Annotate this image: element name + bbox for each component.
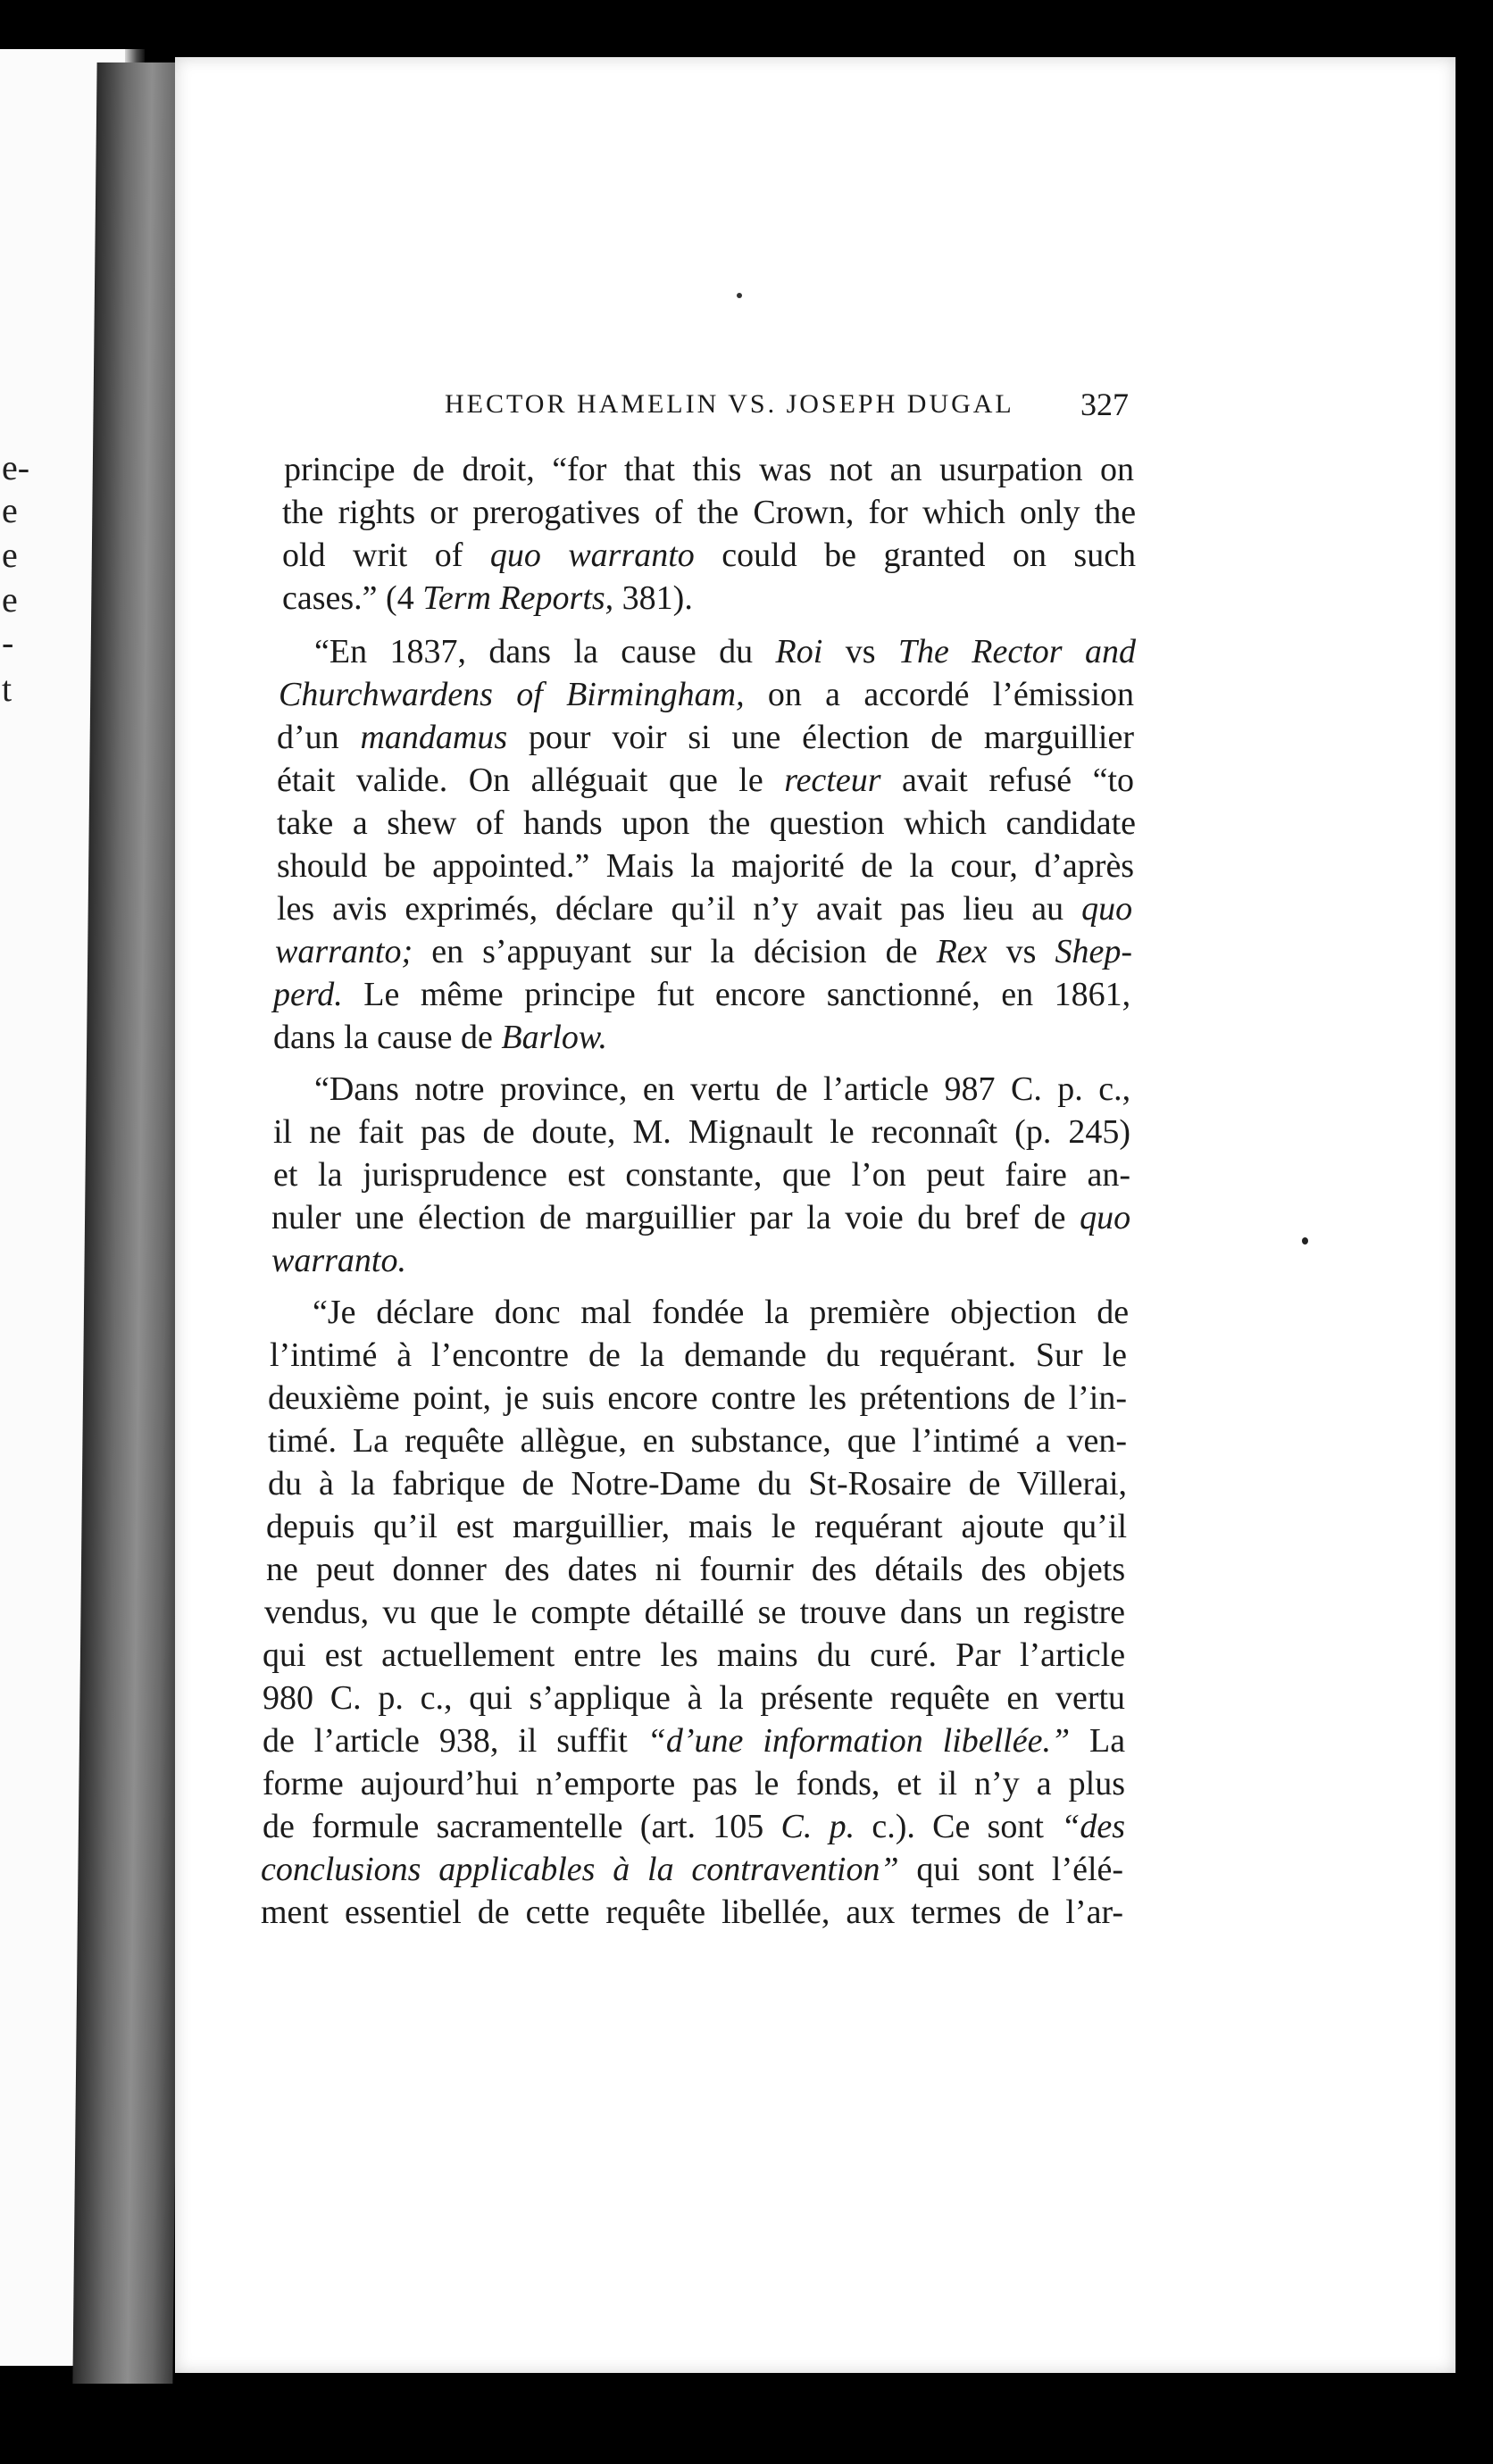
text-line bbox=[0, 845, 1493, 887]
fragment-char: - bbox=[2, 622, 14, 662]
text-line-content: était valide. On alléguait que le recteur avait refusé “to bbox=[277, 762, 1135, 799]
text-line-content: warranto; en s’appuyant sur la décision de Rex vs Shep- bbox=[275, 933, 1132, 970]
text-line bbox=[0, 534, 1493, 577]
text-line bbox=[0, 1591, 1493, 1634]
text-line-content: “Dans notre province, en vertu de l’article 987 C. p. c., bbox=[314, 1070, 1131, 1108]
fragment-char: e bbox=[2, 490, 18, 530]
text-line bbox=[0, 1677, 1493, 1719]
text-line bbox=[0, 1891, 1493, 1934]
text-line bbox=[0, 1377, 1493, 1419]
fragment-char: e- bbox=[2, 447, 30, 487]
fragment-char: e bbox=[2, 535, 18, 575]
text-line-content: il ne fait pas de doute, M. Mignault le reconnaît (p. 245) bbox=[273, 1113, 1131, 1151]
scan-speck bbox=[737, 293, 742, 298]
text-line bbox=[0, 973, 1493, 1016]
text-line-content: forme aujourd’hui n’emporte pas le fonds, et il n’y a plus bbox=[263, 1765, 1125, 1802]
text-line bbox=[0, 1719, 1493, 1762]
text-line bbox=[0, 1239, 1493, 1282]
text-line-content: qui est actuellement entre les mains du curé. Par l’article bbox=[263, 1636, 1126, 1674]
text-line-content: should be appointed.” Mais la majorité de la cour, d’après bbox=[277, 847, 1135, 885]
text-line bbox=[0, 1068, 1493, 1111]
text-line-content: ment essentiel de cette requête libellée, aux termes de l’ar- bbox=[261, 1894, 1123, 1931]
text-line-content: conclusions applicables à la contravention” qui sont l’élé- bbox=[261, 1851, 1124, 1888]
text-line-content: de l’article 938, il suffit “d’une information libellée.” La bbox=[263, 1722, 1126, 1760]
text-line-content: depuis qu’il est marguillier, mais le requérant ajoute qu’il bbox=[266, 1508, 1128, 1545]
page-number: 327 bbox=[1080, 387, 1129, 422]
text-line bbox=[0, 1505, 1493, 1548]
text-line bbox=[0, 1848, 1493, 1891]
text-line-content: old writ of quo warranto could be granted on such bbox=[282, 537, 1137, 574]
text-line-content: “Je déclare donc mal fondée la première objection de bbox=[313, 1294, 1130, 1331]
text-line bbox=[0, 673, 1493, 716]
text-line-content: principe de droit, “for that this was not an usurpation on bbox=[284, 451, 1135, 488]
text-line bbox=[0, 1016, 1493, 1059]
text-line bbox=[0, 1419, 1493, 1462]
text-line bbox=[0, 1462, 1493, 1505]
text-line bbox=[0, 1153, 1493, 1196]
text-line bbox=[0, 759, 1493, 802]
text-line bbox=[0, 1634, 1493, 1677]
fragment-char: e bbox=[2, 579, 18, 620]
text-line-content: take a shew of hands upon the question which candidate bbox=[277, 804, 1137, 842]
text-line bbox=[0, 448, 1493, 491]
text-line-content: dans la cause de Barlow. bbox=[273, 1019, 607, 1056]
text-line-content: l’intimé à l’encontre de la demande du requérant. Sur le bbox=[270, 1336, 1128, 1374]
running-head: HECTOR HAMELIN VS. JOSEPH DUGAL bbox=[445, 389, 1014, 419]
text-line bbox=[0, 1111, 1493, 1153]
text-line-content: et la jurisprudence est constante, que l’on peut faire an- bbox=[273, 1156, 1131, 1194]
fragment-char: t bbox=[2, 669, 13, 709]
text-line-content: les avis exprimés, déclare qu’il n’y avait pas lieu au quo bbox=[277, 890, 1133, 928]
text-line bbox=[0, 577, 1493, 620]
text-line bbox=[0, 1805, 1493, 1848]
text-line bbox=[0, 1334, 1493, 1377]
text-line bbox=[0, 1196, 1493, 1239]
text-line-content: perd. Le même principe fut encore sanctionné, en 1861, bbox=[273, 976, 1131, 1013]
text-line-content: timé. La requête allègue, en substance, que l’intimé a ven- bbox=[268, 1422, 1128, 1460]
text-line bbox=[0, 802, 1493, 845]
text-line-content: deuxième point, je suis encore contre les prétentions de l’in- bbox=[268, 1379, 1128, 1417]
text-line-content: 980 C. p. c., qui s’applique à la présente requête en vertu bbox=[263, 1679, 1126, 1717]
text-line bbox=[0, 887, 1493, 930]
text-line bbox=[0, 1291, 1493, 1334]
text-line-content: ne peut donner des dates ni fournir des détails des objets bbox=[266, 1551, 1126, 1588]
text-line bbox=[0, 716, 1493, 759]
text-line-content: “En 1837, dans la cause du Roi vs The Rector and bbox=[314, 633, 1136, 670]
text-line-content: de formule sacramentelle (art. 105 C. p. c.). Ce sont “des bbox=[263, 1808, 1126, 1845]
text-line bbox=[0, 630, 1493, 673]
text-line-content: nuler une élection de marguillier par la voie du bref de quo bbox=[271, 1199, 1131, 1236]
text-line-content: cases.” (4 Term Reports, 381). bbox=[282, 579, 693, 617]
text-line bbox=[0, 491, 1493, 534]
text-line-content: warranto. bbox=[271, 1242, 406, 1279]
text-line-content: d’un mandamus pour voir si une élection de marguillier bbox=[277, 719, 1135, 756]
text-line bbox=[0, 1548, 1493, 1591]
text-line bbox=[0, 1762, 1493, 1805]
text-line-content: du à la fabrique de Notre-Dame du St-Rosaire de Villerai, bbox=[268, 1465, 1128, 1503]
text-line-content: vendus, vu que le compte détaillé se trouve dans un registre bbox=[264, 1594, 1126, 1631]
text-line bbox=[0, 930, 1493, 973]
text-line-content: the rights or prerogatives of the Crown, for which only the bbox=[282, 494, 1137, 531]
text-line-content: Churchwardens of Birmingham, on a accordé l’émission bbox=[279, 676, 1135, 713]
